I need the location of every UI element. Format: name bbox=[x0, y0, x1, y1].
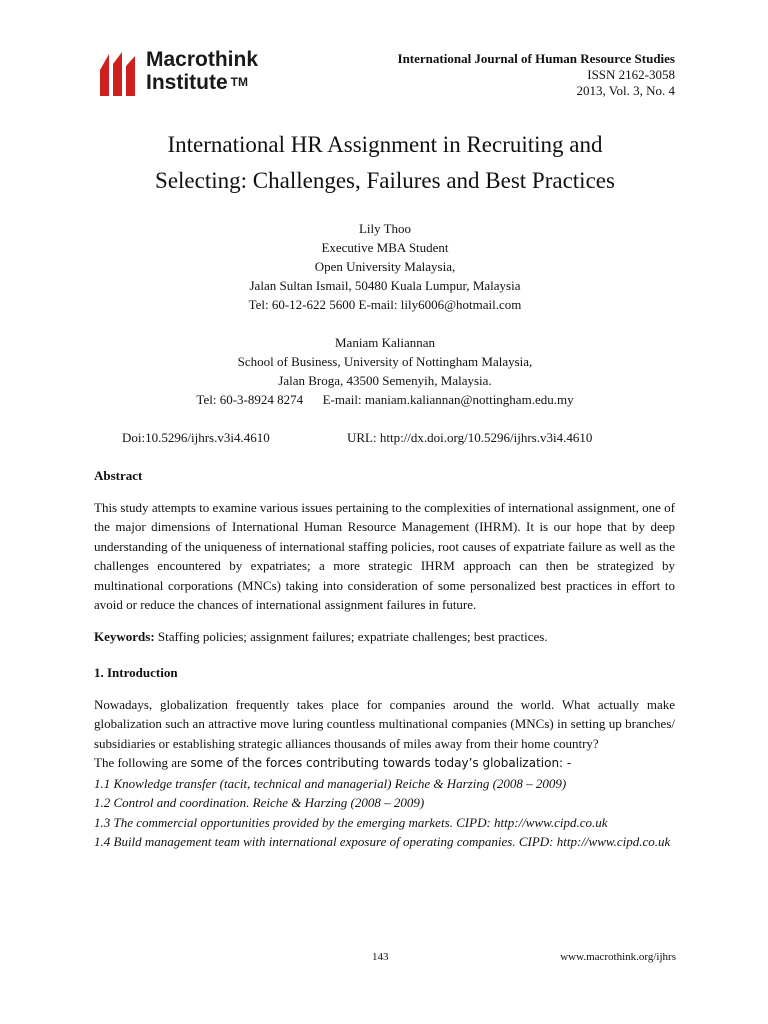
author1-address: Jalan Sultan Ismail, 50480 Kuala Lumpur, Malaysia bbox=[249, 278, 521, 293]
abstract-text: This study attempts to examine various issues pertaining to the complexities of international assignment, one of the major dimensions of International Human Resource Management (IHRM). It is our hope that by deep understanding of the uniqueness of international staffing policies, root causes of expatriate failure as well as the challenges encountered by expatriates; a more strategic IHRM approach can then be strategized by multinational corporations (MNCs) taking into consideration of some personalized best practices in effort to avoid or reduce the chances of international assignment failures in future. bbox=[94, 499, 675, 612]
author-block bbox=[60, 219, 710, 409]
intro-lead-b: some of the forces contributing towards today’s globalization: - bbox=[190, 756, 572, 770]
author2-address: Jalan Broga, 43500 Semenyih, Malaysia. bbox=[278, 373, 492, 388]
page-number: 143 bbox=[372, 951, 389, 963]
author1-role: Executive MBA Student bbox=[321, 240, 449, 255]
doi-text: Doi:10.5296/ijhrs.v3i4.4610 bbox=[122, 430, 270, 445]
author1-contact: Tel: 60-12-622 5600 E-mail: lily6006@hotmail.com bbox=[248, 297, 522, 312]
footer-site-link[interactable]: www.macrothink.org/ijhrs bbox=[560, 951, 676, 963]
logo-wordmark bbox=[146, 48, 258, 94]
paper-body bbox=[94, 466, 675, 852]
journal-name: International Journal of Human Resource Studies bbox=[397, 51, 675, 66]
journal-info bbox=[398, 51, 675, 99]
author1-name: Lily Thoo bbox=[358, 221, 412, 236]
keywords-label: Keywords: bbox=[94, 628, 155, 644]
logo-line1: Macrothink bbox=[146, 48, 259, 71]
title-line2: Selecting: Challenges, Failures and Best Practices bbox=[155, 168, 615, 193]
journal-issn: ISSN 2162-3058 bbox=[587, 67, 675, 82]
intro-item-3: 1.3 The commercial opportunities provided by the emerging markets. CIPD: http://www.cipd.co.uk bbox=[94, 814, 608, 830]
intro-paragraph: Nowadays, globalization frequently takes place for companies around the world. What actually make globalization such an attractive move luring countless multinational companies (MNCs) in setting up branches/ subsidiaries or establishing strategic alliances thousands of miles away from their home country? bbox=[94, 696, 675, 751]
intro-item-1: 1.1 Knowledge transfer (tacit, technical and managerial) Reiche & Harzing (2008 – 2009) bbox=[94, 775, 567, 791]
logo-tm: TM bbox=[230, 75, 248, 89]
doi-url-link[interactable]: URL: http://dx.doi.org/10.5296/ijhrs.v3i4.4610 bbox=[347, 430, 593, 445]
paper-title bbox=[60, 127, 710, 199]
intro-item-2: 1.2 Control and coordination. Reiche & Harzing (2008 – 2009) bbox=[94, 795, 425, 810]
keywords bbox=[94, 627, 675, 647]
journal-volume: 2013, Vol. 3, No. 4 bbox=[576, 83, 675, 98]
abstract-heading: Abstract bbox=[94, 468, 143, 483]
publisher-logo bbox=[96, 46, 296, 100]
intro-heading: 1. Introduction bbox=[94, 665, 178, 680]
author2-contact: Tel: 60-3-8924 8274 E-mail: maniam.kaliannan@nottingham.edu.my bbox=[196, 392, 574, 407]
intro-lead bbox=[94, 753, 675, 774]
intro-lead-a: The following are bbox=[94, 755, 191, 770]
logo-line2: Institute bbox=[146, 71, 228, 94]
author1-org: Open University Malaysia, bbox=[314, 259, 456, 274]
author2-name: Maniam Kaliannan bbox=[335, 335, 435, 350]
author2-org: School of Business, University of Nottingham Malaysia, bbox=[237, 354, 533, 369]
macrothink-logo-icon bbox=[96, 50, 142, 98]
keywords-text: Staffing policies; assignment failures; expatriate challenges; best practices. bbox=[154, 628, 548, 644]
intro-item-4: 1.4 Build management team with international exposure of operating companies. CIPD: http://www.cipd.co.uk bbox=[94, 834, 671, 849]
title-line1: International HR Assignment in Recruiting and bbox=[167, 132, 603, 157]
